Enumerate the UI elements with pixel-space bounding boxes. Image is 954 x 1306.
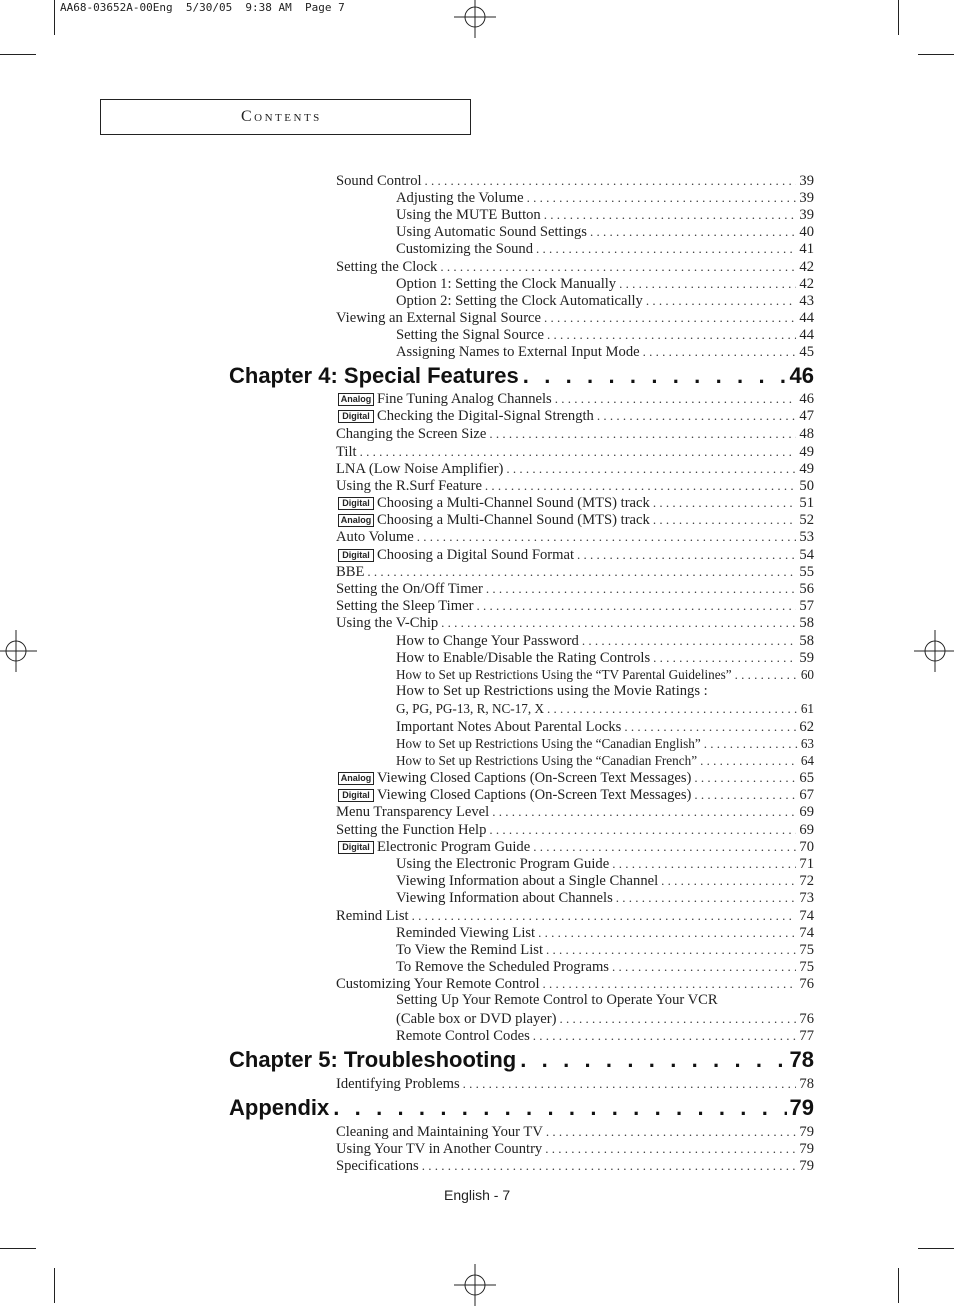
page-ref: 41 [799, 241, 814, 257]
digital-badge-icon: Digital [338, 789, 374, 802]
entry-title: Setting the On/Off Timer [336, 581, 486, 598]
page-ref: 75 [799, 959, 814, 975]
dot-leader [694, 786, 796, 803]
dot-leader [485, 477, 796, 494]
toc-subentry [396, 240, 814, 257]
entry-title: Customizing the Sound [396, 241, 536, 258]
page-ref: 55 [799, 564, 814, 580]
crop-mark [898, 1268, 899, 1303]
page-ref: 65 [799, 770, 814, 786]
registration-mark-icon [914, 630, 954, 672]
entry-title: How to Set up Restrictions Using the “TV Parental Guidelines” [396, 666, 735, 683]
page-ref: 79 [799, 1124, 814, 1140]
dot-leader [559, 1010, 796, 1027]
dot-leader [653, 511, 797, 528]
chapter-heading [229, 362, 814, 390]
toc-entry [336, 172, 814, 189]
entry-title: Setting Up Your Remote Control to Operate Your VCR [396, 992, 721, 1009]
entry-title: Viewing an External Signal Source [336, 310, 544, 327]
dot-leader [333, 1094, 786, 1122]
page-ref: 76 [799, 1011, 814, 1027]
dot-leader [546, 941, 796, 958]
dot-leader [547, 326, 796, 343]
entry-title: Using the Electronic Program Guide [396, 856, 612, 873]
toc-subentry [396, 872, 814, 889]
dot-leader [619, 275, 796, 292]
page-ref: 73 [799, 890, 814, 906]
toc-entry [336, 1140, 814, 1157]
dot-leader [577, 546, 796, 563]
page-ref: 76 [799, 976, 814, 992]
entry-title: Viewing Closed Captions (On-Screen Text Messages) [377, 787, 694, 804]
dot-leader [545, 1140, 796, 1157]
dot-leader [360, 443, 797, 460]
entry-title: Sound Control [336, 173, 425, 190]
dot-leader [440, 258, 796, 275]
toc-entry [338, 407, 814, 424]
dot-leader [597, 407, 797, 424]
dot-leader [544, 206, 797, 223]
page-ref: 50 [799, 478, 814, 494]
page-ref: 47 [799, 408, 814, 424]
page-ref: 45 [799, 344, 814, 360]
page-ref: 49 [799, 444, 814, 460]
entry-title: Setting the Function Help [336, 822, 489, 839]
toc-entry [336, 1075, 814, 1092]
entry-title: Tilt [336, 444, 360, 461]
page-ref: 69 [799, 822, 814, 838]
dot-leader [533, 838, 796, 855]
dot-leader [653, 494, 797, 511]
entry-title: Changing the Screen Size [336, 426, 489, 443]
toc-entry [338, 546, 814, 563]
page-ref: 62 [799, 719, 814, 735]
dot-leader [422, 1157, 797, 1174]
page-ref: 79 [789, 1095, 814, 1120]
toc-subentry [396, 924, 814, 941]
toc-subentry [396, 326, 814, 343]
toc-entry [338, 511, 814, 528]
entry-title: Assigning Names to External Input Mode [396, 344, 643, 361]
toc-entry [336, 309, 814, 326]
toc-entry [338, 769, 814, 786]
toc-entry [336, 597, 814, 614]
page-ref: 75 [799, 942, 814, 958]
entry-title: Setting the Clock [336, 259, 440, 276]
page-ref: 49 [799, 461, 814, 477]
page-ref: 77 [799, 1028, 814, 1044]
entry-title: Choosing a Multi-Channel Sound (MTS) track [377, 495, 653, 512]
chapter-heading [229, 1094, 814, 1122]
dot-leader [653, 649, 796, 666]
toc-subentry [396, 752, 814, 769]
page-ref: 51 [799, 495, 814, 511]
dot-leader [441, 614, 796, 631]
dot-leader [590, 223, 796, 240]
digital-badge-icon: Digital [338, 549, 374, 562]
print-slug: AA68-03652A-00Eng 5/30/05 9:38 AM Page 7 [60, 1, 345, 14]
entry-title: How to Change Your Password [396, 633, 582, 650]
contents-header [100, 99, 471, 135]
crop-mark [898, 0, 899, 35]
page-ref: 64 [800, 753, 814, 768]
page-ref: 57 [799, 598, 814, 614]
page-ref: 52 [799, 512, 814, 528]
dot-leader [700, 752, 798, 769]
entry-title: Reminded Viewing List [396, 925, 538, 942]
page-ref: 42 [799, 276, 814, 292]
dot-leader [506, 460, 796, 477]
entry-title: Setting the Signal Source [396, 327, 547, 344]
toc-entry [336, 528, 814, 545]
page-ref: 69 [799, 804, 814, 820]
toc-subentry [396, 189, 814, 206]
chapter-title: Chapter 4: Special Features [229, 363, 519, 388]
toc-subentry [396, 941, 814, 958]
dot-leader [643, 343, 797, 360]
page-ref: 56 [799, 581, 814, 597]
toc-entry [338, 786, 814, 803]
page-ref: 72 [799, 873, 814, 889]
dot-leader [543, 975, 797, 992]
dot-leader [555, 390, 797, 407]
dot-leader [533, 1027, 797, 1044]
registration-mark-icon [454, 1264, 496, 1306]
dot-leader [616, 889, 797, 906]
entry-title: Using the MUTE Button [396, 207, 544, 224]
page-ref: 74 [799, 925, 814, 941]
dot-leader [463, 1075, 797, 1092]
entry-title: Important Notes About Parental Locks [396, 719, 624, 736]
dot-leader [612, 855, 796, 872]
toc-subentry [396, 700, 814, 717]
crop-mark [918, 1248, 954, 1249]
page-ref: 78 [789, 1047, 814, 1072]
dot-leader [612, 958, 796, 975]
toc-entry [338, 494, 814, 511]
page-ref: 53 [799, 529, 814, 545]
page-number: English - 7 [444, 1187, 511, 1203]
digital-badge-icon: Digital [338, 497, 374, 510]
page-ref: 43 [799, 293, 814, 309]
toc-entry [338, 390, 814, 407]
toc-subentry [396, 855, 814, 872]
dot-leader [624, 718, 796, 735]
chapter-heading [229, 1046, 814, 1074]
crop-mark [918, 54, 954, 55]
dot-leader [523, 362, 787, 390]
analog-badge-icon: Analog [338, 514, 374, 527]
toc-subentry [396, 649, 814, 666]
crop-mark [54, 1268, 55, 1303]
toc-entry [336, 1123, 814, 1140]
toc-subentry [396, 683, 814, 700]
toc-entry [338, 838, 814, 855]
page-ref: 59 [799, 650, 814, 666]
analog-badge-icon: Analog [338, 393, 374, 406]
dot-leader [538, 924, 796, 941]
entry-title: Customizing Your Remote Control [336, 976, 543, 993]
dot-leader [582, 632, 797, 649]
entry-title: Cleaning and Maintaining Your TV [336, 1124, 546, 1141]
entry-title: Auto Volume [336, 529, 417, 546]
toc-entry [336, 975, 814, 992]
page-ref: 39 [799, 190, 814, 206]
toc-subentry [396, 632, 814, 649]
page-ref: 46 [789, 363, 814, 388]
entry-title: Identifying Problems [336, 1076, 463, 1093]
dot-leader [546, 1123, 797, 1140]
entry-title: Viewing Information about Channels [396, 890, 616, 907]
dot-leader [520, 1046, 786, 1074]
page-ref: 44 [799, 327, 814, 343]
dot-leader [646, 292, 797, 309]
page-ref: 60 [800, 667, 814, 682]
entry-title: Viewing Information about a Single Channel [396, 873, 661, 890]
toc-subentry [396, 292, 814, 309]
toc-entry [336, 907, 814, 924]
toc-subentry [396, 275, 814, 292]
dot-leader [704, 735, 798, 752]
page-ref: 61 [800, 701, 814, 716]
entry-title: (Cable box or DVD player) [396, 1011, 559, 1028]
page-ref: 48 [799, 426, 814, 442]
page-ref: 79 [799, 1141, 814, 1157]
page-ref: 39 [799, 207, 814, 223]
dot-leader [486, 580, 797, 597]
entry-title: Choosing a Digital Sound Format [377, 547, 577, 564]
entry-title: Specifications [336, 1158, 422, 1175]
page-ref: 63 [800, 736, 814, 751]
dot-leader [489, 425, 796, 442]
registration-mark-icon [454, 0, 496, 38]
registration-mark-icon [0, 630, 37, 672]
page-ref: 70 [799, 839, 814, 855]
toc-entry [336, 425, 814, 442]
toc-subentry [396, 1027, 814, 1044]
toc-entry [336, 580, 814, 597]
toc-entry [336, 460, 814, 477]
toc-entry [336, 477, 814, 494]
entry-title: Viewing Closed Captions (On-Screen Text Messages) [377, 770, 694, 787]
toc-subentry [396, 343, 814, 360]
toc-entry [336, 614, 814, 631]
page-ref: 42 [799, 259, 814, 275]
dot-leader [492, 803, 796, 820]
dot-leader [417, 528, 797, 545]
entry-title: How to Set up Restrictions Using the “Canadian French” [396, 752, 700, 769]
entry-title: How to Enable/Disable the Rating Controls [396, 650, 653, 667]
page-ref: 79 [799, 1158, 814, 1174]
dot-leader [367, 563, 796, 580]
toc-subentry [396, 735, 814, 752]
toc-subentry [396, 1010, 814, 1027]
dot-leader [536, 240, 796, 257]
dot-leader [425, 172, 797, 189]
entry-title: LNA (Low Noise Amplifier) [336, 461, 506, 478]
entry-title: BBE [336, 564, 367, 581]
entry-title: Using the V-Chip [336, 615, 441, 632]
entry-title: Remote Control Codes [396, 1028, 533, 1045]
dot-leader [661, 872, 796, 889]
entry-title: Remind List [336, 908, 412, 925]
toc-entry [336, 258, 814, 275]
entry-title: G, PG, PG-13, R, NC-17, X [396, 700, 547, 717]
entry-title: Electronic Program Guide [377, 839, 533, 856]
toc-subentry [396, 992, 814, 1009]
crop-mark [0, 54, 36, 55]
toc-subentry [396, 223, 814, 240]
page-ref: 67 [799, 787, 814, 803]
dot-leader [527, 189, 797, 206]
entry-title: Using the R.Surf Feature [336, 478, 485, 495]
entry-title: Adjusting the Volume [396, 190, 527, 207]
entry-title: How to Set up Restrictions using the Movie Ratings : [396, 683, 711, 700]
page-title: Contents [241, 108, 322, 125]
analog-badge-icon: Analog [338, 772, 374, 785]
entry-title: Using Your TV in Another Country [336, 1141, 545, 1158]
chapter-title: Appendix [229, 1095, 330, 1120]
toc-subentry [396, 889, 814, 906]
dot-leader [547, 700, 798, 717]
page-ref: 40 [799, 224, 814, 240]
digital-badge-icon: Digital [338, 410, 374, 423]
toc-subentry [396, 958, 814, 975]
toc-entry [336, 803, 814, 820]
dot-leader [694, 769, 796, 786]
dot-leader [735, 666, 798, 683]
toc-subentry [396, 206, 814, 223]
entry-title: Using Automatic Sound Settings [396, 224, 590, 241]
crop-mark [54, 0, 55, 35]
page-ref: 78 [799, 1076, 814, 1092]
toc-subentry [396, 666, 814, 683]
dot-leader [476, 597, 796, 614]
page-ref: 44 [799, 310, 814, 326]
toc-entry [336, 563, 814, 580]
dot-leader [544, 309, 796, 326]
page-ref: 39 [799, 173, 814, 189]
chapter-title: Chapter 5: Troubleshooting [229, 1047, 517, 1072]
page-ref: 46 [799, 391, 814, 407]
page-ref: 58 [799, 633, 814, 649]
page-ref: 58 [799, 615, 814, 631]
entry-title: To Remove the Scheduled Programs [396, 959, 612, 976]
entry-title: Option 1: Setting the Clock Manually [396, 276, 619, 293]
entry-title: Menu Transparency Level [336, 804, 492, 821]
page-ref: 71 [799, 856, 814, 872]
page-ref: 54 [799, 547, 814, 563]
dot-leader [489, 821, 796, 838]
entry-title: Option 2: Setting the Clock Automatically [396, 293, 646, 310]
entry-title: Checking the Digital-Signal Strength [377, 408, 597, 425]
toc-entry [336, 821, 814, 838]
entry-title: Choosing a Multi-Channel Sound (MTS) track [377, 512, 653, 529]
entry-title: Setting the Sleep Timer [336, 598, 476, 615]
entry-title: Fine Tuning Analog Channels [377, 391, 555, 408]
entry-title: How to Set up Restrictions Using the “Canadian English” [396, 735, 704, 752]
page-ref: 74 [799, 908, 814, 924]
entry-title: To View the Remind List [396, 942, 546, 959]
toc-subentry [396, 718, 814, 735]
digital-badge-icon: Digital [338, 841, 374, 854]
dot-leader [412, 907, 797, 924]
toc-entry [336, 1157, 814, 1174]
toc-entry [336, 443, 814, 460]
crop-mark [0, 1248, 36, 1249]
